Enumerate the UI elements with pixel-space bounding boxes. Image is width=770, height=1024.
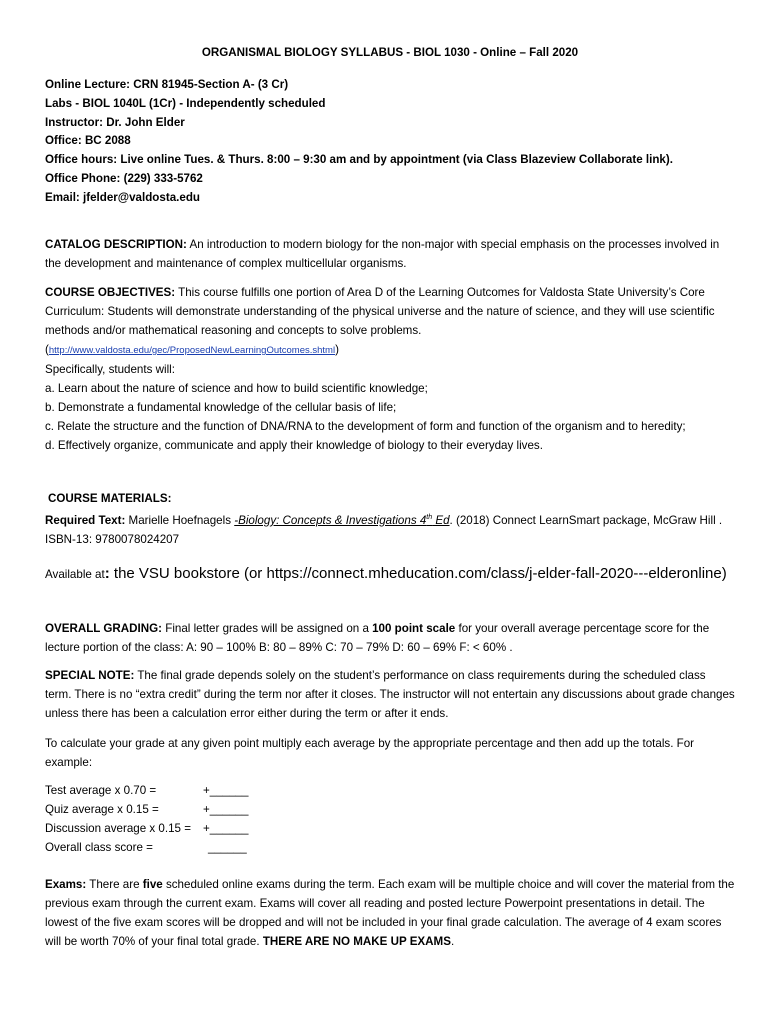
exams-heading: Exams: bbox=[45, 878, 87, 891]
no-makeup-notice: THERE ARE NO MAKE UP EXAMS bbox=[262, 935, 451, 948]
textbook-edition-sup: th bbox=[426, 514, 433, 521]
calc-label: Test average x 0.70 = bbox=[45, 784, 157, 797]
textbook-author: Marielle Hoefnagels bbox=[125, 513, 235, 527]
learning-outcomes-link[interactable]: http://www.valdosta.edu/gec/ProposedNewLearningOutcomes.shtml bbox=[48, 345, 336, 356]
catalog-text: An introduction to modern biology for the non-major with special emphasis on the processes involved in the development and maintenance of complex multicellular organisms. bbox=[45, 238, 720, 270]
objective-item: c. Relate the structure and the function of DNA/RNA to the development of form and function of the organism and to heredity; bbox=[45, 420, 686, 433]
objectives-text: This course fulfills one portion of Area D of the Learning Outcomes for Valdosta State University’s Core Curriculum: Students will demonstrate understanding of the physical universe and the nature of science, and they will use scientific methods and/or mathematical reasoning and concepts to solve problems. bbox=[45, 286, 715, 337]
grading-text-post: for your overall average percentage score for the lecture portion of the class: A: 90 – 100% B: 80 – 89% C: 70 – 79% D: 60 – 69% F: < 60% . bbox=[45, 622, 710, 654]
calc-row-quiz bbox=[45, 800, 735, 819]
textbook-edition-suffix: Ed bbox=[432, 513, 450, 527]
calc-blank: +______ bbox=[203, 784, 249, 797]
calc-label: Quiz average x 0.15 = bbox=[45, 803, 159, 816]
office-hours-line: Office hours: Live online Tues. & Thurs. 8:00 – 9:30 am and by appointment (via Class Blazeview Collaborate link). bbox=[45, 153, 673, 167]
calc-row-test bbox=[45, 781, 735, 800]
special-note-heading: SPECIAL NOTE: bbox=[45, 669, 135, 682]
grading-heading: OVERALL GRADING: bbox=[45, 622, 163, 635]
materials-heading bbox=[48, 489, 738, 508]
course-objectives bbox=[45, 283, 735, 455]
availability-label: Available at bbox=[45, 568, 105, 581]
course-info-header bbox=[45, 76, 673, 208]
catalog-description bbox=[45, 235, 735, 273]
textbook-title bbox=[234, 514, 449, 527]
exams-text-2: scheduled online exams during the term. Each exam will be multiple choice and will cover the material from the previous exam through the current exam. Exams will cover all reading and posted lecture Powerpoint presentations in detail. The lowest of the five exam scores will be dropped and will not be included in your final grade calculation. The average of 4 exam scores will be worth 70% of your final total grade. bbox=[45, 878, 735, 948]
availability-colon: : bbox=[104, 565, 110, 582]
materials-heading-text: COURSE MATERIALS: bbox=[48, 492, 172, 505]
link-open-paren: ( bbox=[45, 343, 49, 356]
exams-text-1: There are bbox=[86, 878, 143, 891]
connect-url[interactable]: https://connect.mheducation.com/class/j-elder-fall-2020---elderonline) bbox=[266, 565, 727, 582]
office-line: Office: BC 2088 bbox=[45, 134, 131, 148]
calc-label: Overall class score = bbox=[45, 841, 153, 854]
availability-text: the VSU bookstore (or bbox=[109, 565, 267, 582]
calc-blank: +______ bbox=[203, 803, 249, 816]
office-phone-line: Office Phone: (229) 333-5762 bbox=[45, 171, 203, 185]
availability bbox=[45, 561, 735, 588]
calc-blank: ______ bbox=[208, 841, 247, 854]
exams-section bbox=[45, 875, 735, 951]
grade-calculation-table bbox=[45, 781, 735, 857]
required-text bbox=[45, 508, 735, 549]
page-title: ORGANISMAL BIOLOGY SYLLABUS - BIOL 1030 - Online – Fall 2020 bbox=[201, 46, 579, 59]
objectives-link-line bbox=[45, 340, 735, 360]
objective-item: a. Learn about the nature of science and how to build scientific knowledge; bbox=[45, 382, 428, 395]
exams-text-3: . bbox=[450, 935, 455, 948]
objectives-intro: Specifically, students will: bbox=[45, 363, 175, 376]
calc-row-discussion bbox=[45, 819, 735, 838]
exams-count: five bbox=[142, 878, 163, 891]
grading-text-pre: Final letter grades will be assigned on a bbox=[162, 622, 373, 635]
objective-item: d. Effectively organize, communicate and apply their knowledge of biology to their everyday lives. bbox=[45, 439, 543, 452]
textbook-details: . (2018) Connect LearnSmart package, McGraw Hill . ISBN-13: 9780078024207 bbox=[45, 513, 723, 546]
grading-scale: 100 point scale bbox=[372, 622, 456, 635]
labs-line: Labs - BIOL 1040L (1Cr) - Independently scheduled bbox=[45, 96, 326, 110]
email-line: Email: jfelder@valdosta.edu bbox=[45, 190, 200, 204]
overall-grading bbox=[45, 619, 735, 657]
objective-item: b. Demonstrate a fundamental knowledge of the cellular basis of life; bbox=[45, 401, 397, 414]
calc-label: Discussion average x 0.15 = bbox=[45, 822, 191, 835]
calc-row-overall bbox=[45, 838, 735, 857]
lecture-line: Online Lecture: CRN 81945-Section A- (3 Cr) bbox=[45, 78, 289, 91]
objectives-heading: COURSE OBJECTIVES: bbox=[45, 286, 176, 299]
special-note-text: The final grade depends solely on the student’s performance on class requirements during the scheduled class term. There is no “extra credit” during the term nor after it closes. The instructor will not entertain any discussions about grade changes unless there has been a calculation error either during the term or after it ends. bbox=[45, 669, 735, 720]
grade-calculation-intro: To calculate your grade at any given point multiply each average by the appropriate percentage and then add up the totals. For example: bbox=[45, 737, 695, 769]
catalog-heading: CATALOG DESCRIPTION: bbox=[45, 238, 187, 251]
textbook-title-main: -Biology: Concepts & Investigations 4 bbox=[234, 513, 427, 527]
calc-blank: +______ bbox=[203, 822, 249, 835]
instructor-line: Instructor: Dr. John Elder bbox=[45, 115, 185, 129]
link-close-paren: ) bbox=[335, 343, 339, 356]
special-note bbox=[45, 666, 735, 723]
required-text-label: Required Text: bbox=[45, 513, 126, 527]
